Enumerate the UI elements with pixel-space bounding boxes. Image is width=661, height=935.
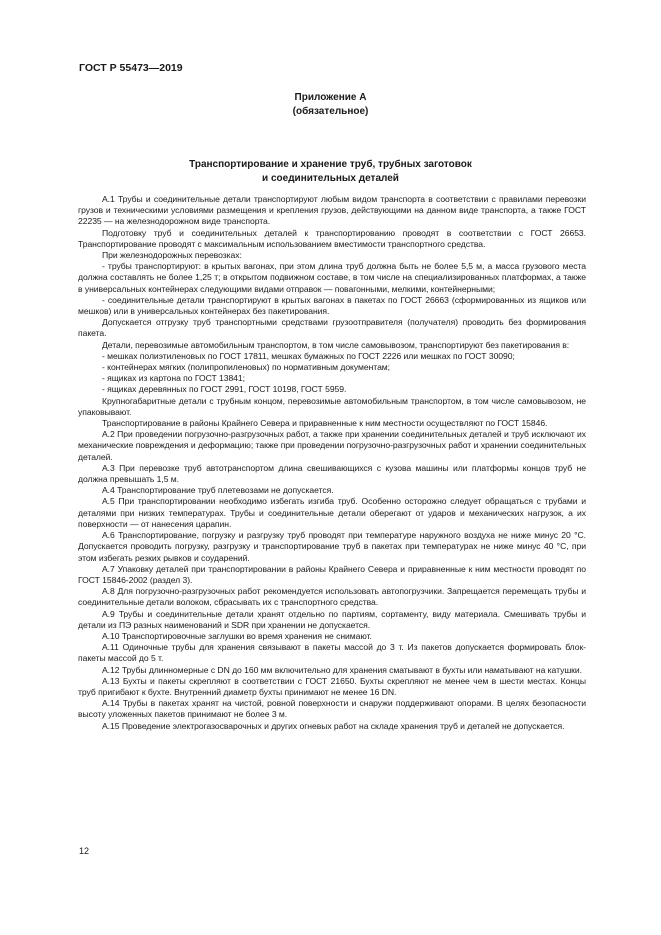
- paragraph: Транспортирование в районы Крайнего Севера и приравненные к ним местности осуществляют по ГОСТ 15846.: [102, 418, 548, 429]
- paragraph: Детали, перевозимые автомобильным транспортом, в том числе самовывозом, транспортируют без пакетирования в:: [102, 339, 570, 350]
- page-number: 12: [79, 846, 90, 856]
- paragraph: А.3 При перевозке труб автотранспортом длина свешивающихся с кузова машины или платформы концов труб не должна превышать 1,5 м.: [78, 462, 586, 485]
- paragraph: А.12 Трубы длинномерные с DN до 160 мм включительно для хранения сматывают в бухты или наматывают на катушки.: [102, 664, 582, 675]
- paragraph: А.7 Упаковку деталей при транспортировании в районы Крайнего Севера и приравненные к ним местности проводят по ГОСТ 15846-2002 (раздел 3).: [78, 563, 586, 585]
- paragraph: А.11 Одиночные трубы для хранения связывают в пакеты массой до 3 т. Из пакетов допускается формировать блок-пакеты массой до 5 т.: [78, 642, 586, 664]
- paragraph: А.15 Проведение электрогазосварочных и других огневых работ на складе хранения труб и деталей не допускается.: [102, 720, 565, 731]
- paragraph: Крупногабаритные детали с трубным концом, перевозимые автомобильным транспортом, в том числе самовывозом, не упаковывают.: [78, 395, 586, 417]
- paragraph: А.2 При проведении погрузочно-разгрузочных работ, а также при хранении соединительных деталей и труб исключают их механические повреждения и деформацию; также при проведении погрузочно-разгрузочных работ и хранении соединительных деталей.: [78, 429, 586, 462]
- paragraph: А.1 Трубы и соединительные детали транспортируют любым видом транспорта в соответствии с правилами перевозки грузов и техническими условиями размещения и крепления грузов, действующими на данном виде транспорта, а также ГОСТ 22235 — на железнодорожном виде транспорта.: [78, 194, 586, 227]
- section-title-line-2: и соединительных деталей: [262, 173, 399, 184]
- paragraph: При железнодорожных перевозках:: [102, 250, 242, 261]
- paragraph: А.13 Бухты и пакеты скрепляют в соответствии с ГОСТ 21650. Бухты скрепляют не менее чем в шести местах. Концы труб пригибают к бухте. Внутренний диаметр бухты принимают не менее 16 DN.: [78, 675, 586, 697]
- list-item: - соединительные детали транспортируют в крытых вагонах в пакетах по ГОСТ 26663 (сформированных из ящиков или мешков) или в универсальных контейнерах без пакетирования.: [78, 294, 586, 317]
- paragraph: Подготовку труб и соединительных деталей к транспортированию проводят в соответствии с ГОСТ 26653. Транспортирование проводят с максимальным использованием вместимости транспортного средства.: [78, 227, 586, 249]
- paragraph: А.4 Транспортирование труб плетевозами не допускается.: [102, 485, 334, 496]
- paragraph: А.8 Для погрузочно-разгрузочных работ рекомендуется использовать автопогрузчики. Запрещается перемещать трубы и соединительные детали волоком, сбрасывать их с транспортного средства.: [78, 586, 586, 608]
- appendix-subtitle: (обязательное): [292, 106, 369, 117]
- list-item: - ящиках из картона по ГОСТ 13841;: [102, 373, 245, 384]
- list-item: - контейнерах мягких (полипропиленовых) по нормативным документам;: [102, 362, 390, 373]
- paragraph: А.5 При транспортировании необходимо избегать изгиба труб. Особенно осторожно следует обращаться с трубами и деталями при низких температурах. Трубы и соединительные детали оберегают от ударов и механических нагрузок, а их поверхности — от нанесения царапин.: [78, 496, 586, 529]
- paragraph: А.6 Транспортирование, погрузку и разгрузку труб проводят при температуре наружного воздуха не ниже минус 20 °С. Допускается проводить погрузку, разгрузку и транспортирование труб в пакетах при температурах не ниже минус 40 °С, при этом избегать резких рывков и соударений.: [78, 530, 586, 563]
- list-item: - ящиках деревянных по ГОСТ 2991, ГОСТ 10198, ГОСТ 5959.: [102, 384, 347, 395]
- section-title-line-1: Транспортирование и хранение труб, трубных заготовок: [189, 159, 472, 170]
- paragraph: А.14 Трубы в пакетах хранят на чистой, ровной поверхности и снаружи поддерживают опорами. В целях безопасности высоту уложенных пакетов принимают не более 3 м.: [78, 698, 586, 720]
- section-title: [0, 158, 661, 186]
- appendix-title: Приложение А: [294, 92, 367, 103]
- list-item: - трубы транспортируют: в крытых вагонах, при этом длина труб должна быть не более 5,5 м, а масса грузового места должна составлять не более 1,25 т; в открытом подвижном составе, в том числе на специализированных платформах, а также в универсальных контейнерах следующими видами отправок — повагонными, мелкими, контейнерными;: [78, 261, 586, 294]
- list-item: - мешках полиэтиленовых по ГОСТ 17811, мешках бумажных по ГОСТ 2226 или мешках по ГОСТ 30090;: [102, 350, 515, 361]
- document-header: ГОСТ Р 55473—2019: [79, 62, 183, 74]
- body-text: [78, 194, 586, 732]
- paragraph: Допускается отгрузку труб транспортными средствами грузоотправителя (получателя) проводить без формирования пакета.: [78, 317, 586, 339]
- paragraph: А.9 Трубы и соединительные детали хранят отдельно по партиям, сортаменту, виду материала. Смешивать трубы и детали из ПЭ разных наименований и SDR при хранении не допускается.: [78, 608, 586, 630]
- paragraph: А.10 Транспортировочные заглушки во время хранения не снимают.: [102, 630, 372, 641]
